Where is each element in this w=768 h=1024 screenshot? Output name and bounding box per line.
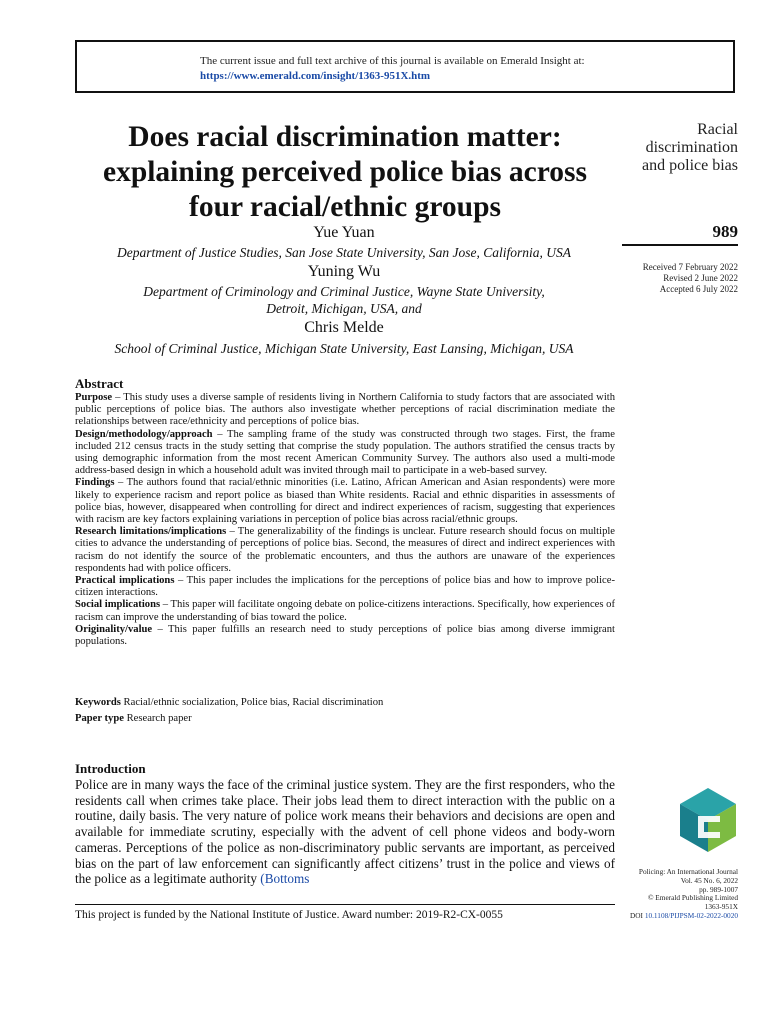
section-text: – This study uses a diverse sample of residents living in Northern California to study factors that are associated with public perceptions of police bias. The authors also investigate whether perceptions of racial discrimination mediate the relationships between race/ethnicity and perceptions of police bias. (75, 392, 615, 428)
section-text: – The generalizability of the findings is unclear. Future research should focus on multiple cities to advance the understanding of perceptions of police bias. Second, the measures of direct and indirect experiences with racism do not identify the source of the problematic encounters, and thus the authors are unaware of the experiences respondents had with police officers. (75, 526, 616, 574)
keywords (75, 696, 615, 709)
abstract-section (75, 477, 615, 526)
abstract-section (75, 429, 615, 478)
author-name: Yuning Wu (307, 263, 381, 280)
doi-link[interactable]: 10.1108/PIJPSM-02-2022-0020 (644, 910, 738, 920)
introduction-heading: Introduction (75, 761, 146, 776)
author-name: Chris Melde (304, 319, 384, 336)
journal-name: Policing: An International Journal (638, 867, 738, 876)
article-title: Does racial discrimination matter: explaining perceived police bias across four racial/ethnic groups (102, 121, 588, 223)
section-label: Purpose (75, 392, 113, 403)
abstract-section (75, 624, 615, 648)
author-affiliation: School of Criminal Justice, Michigan State University, East Lansing, Michigan, USA (114, 341, 574, 356)
section-label: Design/methodology/approach (75, 428, 213, 440)
funding-footnote: This project is funded by the National Institute of Justice. Award number: 2019-R2-CX-0055 (75, 909, 503, 921)
section-label: Research limitations/implications (75, 526, 227, 538)
side-divider (622, 244, 738, 246)
running-head (612, 121, 738, 175)
abstract-section (75, 392, 615, 429)
author-affiliation: Department of Justice Studies, San Jose State University, San Jose, California, USA (116, 245, 572, 260)
journal-info (612, 868, 738, 921)
running-head-line-1: Racial (697, 121, 738, 138)
abstract-section (75, 599, 615, 623)
journal-copyright: © Emerald Publishing Limited (647, 893, 738, 903)
footnote-divider (75, 904, 615, 905)
emerald-logo-icon (676, 786, 740, 856)
author-name: Yue Yuan (313, 224, 375, 241)
paper-type-text: Research paper (123, 713, 192, 724)
section-label: Social implications (75, 599, 161, 611)
section-text: – The authors found that racial/ethnic minorities (i.e. Latino, African American and Asian respondents) were more likely to experience racism and report police as biased than White residents. Racial and ethnic disparities in assessments of police bias, however, disappeared when controlling for direct and indirect experiences of racism, suggesting that experiences with racism are key factors explaining variations in perception of police bias across racial/ethnic groups. (75, 477, 615, 526)
doi-label: DOI (630, 910, 645, 920)
accepted-date: Accepted 6 July 2022 (659, 284, 738, 294)
author-affiliation: Detroit, Michigan, USA, and (266, 301, 422, 316)
abstract-heading: Abstract (75, 376, 124, 391)
section-label: Originality/value (75, 623, 153, 635)
abstract-section (75, 575, 615, 599)
keywords-text: Racial/ethnic socialization, Police bias, Racial discrimination (120, 697, 384, 708)
page-number: 989 (712, 222, 738, 241)
section-text: – This paper will facilitate ongoing debate on police-citizens interactions. Specifically, how experiences of racism can improve the understanding of bias toward the police. (75, 599, 615, 623)
journal-issn: 1363-951X (704, 902, 738, 912)
author-affiliation: Department of Criminology and Criminal Justice, Wayne State University, (143, 284, 545, 299)
archive-notice-text: The current issue and full text archive of this journal is available on Emerald Insight at: (200, 55, 585, 67)
journal-pages: pp. 989-1007 (699, 884, 738, 894)
section-text: – This paper includes the implications for the perceptions of police bias and how to improve police-citizen interactions. (75, 575, 615, 599)
archive-link[interactable]: https://www.emerald.com/insight/1363-951X.htm (200, 70, 431, 82)
abstract-body (75, 392, 615, 648)
journal-doi (612, 912, 738, 921)
journal-archive-notice (75, 40, 735, 93)
section-text: – The sampling frame of the study was constructed through two stages. First, the frame included 212 census tracts in the study setting that comprise the study population. The authors stratified the census tracts by using demographic information from the most recent American Community Survey. The authors also used a multi-mode address-based design in which a household adult was invited through mail to participate in a web-based survey. (75, 428, 615, 477)
introduction-text: Police are in many ways the face of the criminal justice system. They are the first responders, who the residents call when crimes take place. Their jobs lead them to direct interaction with the public on a routine, daily basis. The very nature of police work means their behaviors and decisions are open and available for immediate scrutiny, especially with the advent of cell phone videos and body-worn cameras. Perceptions of the police as non-discriminatory public servants are important, as perceived bias on the part of law enforcement can significantly affect citizens’ trust in the police and views of the police as a legitimate authority (75, 777, 615, 887)
section-text: – This paper fulfills an research need to study perceptions of police bias among diverse immigrant populations. (75, 623, 615, 648)
abstract-section (75, 526, 615, 575)
introduction-body (75, 777, 615, 887)
running-head-line-3: and police bias (642, 157, 738, 174)
received-date: Received 7 February 2022 (642, 262, 738, 272)
section-label: Practical implications (75, 575, 175, 587)
paper-type (75, 712, 615, 725)
section-label: Findings (75, 477, 115, 489)
history-dates (612, 262, 738, 295)
keywords-label: Keywords (75, 697, 121, 708)
running-head-line-2: discrimination (645, 139, 738, 156)
journal-volume: Vol. 45 No. 6, 2022 (680, 875, 738, 885)
citation-link[interactable]: (Bottoms (260, 871, 310, 887)
paper-type-label: Paper type (75, 713, 124, 724)
revised-date: Revised 2 June 2022 (663, 273, 738, 283)
